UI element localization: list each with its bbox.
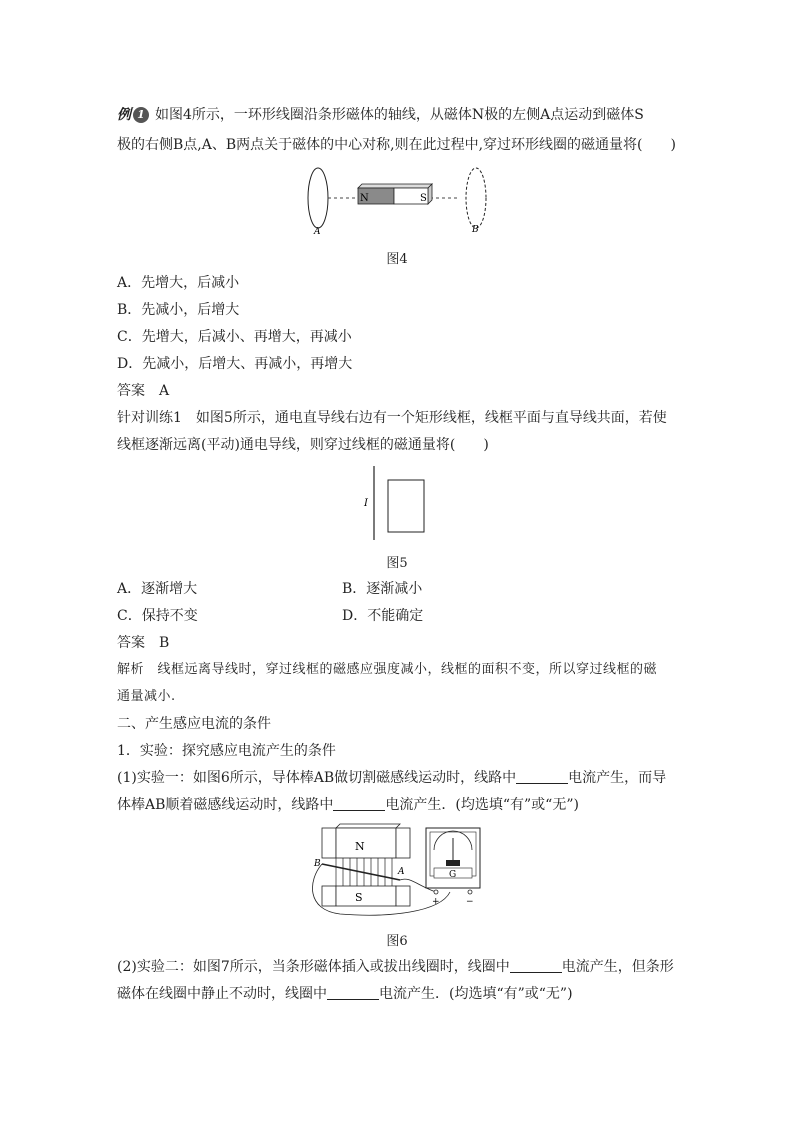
exp1-blank-1[interactable]: [516, 769, 568, 784]
example-label: 例: [117, 107, 131, 123]
figure4-caption: 图4: [386, 252, 408, 267]
example1-line2: 极的右侧B点,A、B两点关于磁体的中心对称,则在此过程中,穿过环形线圈的磁通量将( ): [117, 137, 676, 153]
training1-line1: 针对训练1 如图5所示，通电直导线右边有一个矩形线框，线框平面与直导线共面，若使: [117, 410, 667, 426]
fig6-label-minus: −: [466, 897, 474, 907]
exp1-text-c: 体棒AB顺着磁感线运动时，线路中: [117, 797, 334, 813]
training1-answer: 答案 B: [117, 635, 170, 651]
option-a: A．先增大，后减小: [117, 275, 240, 291]
conductor-rod-ab: [322, 864, 400, 880]
training1-line2: 线框逐渐远离(平动)通电导线，则穿过线框的磁通量将( ): [117, 437, 489, 453]
fig6-label-s: S: [355, 891, 363, 904]
experiment1-line2: [117, 792, 680, 818]
training-option-a: A．逐渐增大: [117, 581, 198, 597]
coil-at-b: [466, 168, 486, 228]
example1-answer: 答案 A: [117, 383, 170, 399]
exp2-text-d: 电流产生．(均选填“有”或“无”): [379, 986, 573, 1002]
rectangular-frame: [388, 480, 424, 532]
fig6-label-b: B: [314, 859, 321, 869]
exp2-text-c: 磁体在线圈中静止不动时，线圈中: [117, 986, 327, 1002]
magnet-top: [336, 828, 396, 858]
example1-text-1: 如图4所示，一环形线圈沿条形磁体的轴线，从磁体N极的左侧A点运动到磁体S: [155, 107, 644, 123]
fig6-label-plus: +: [432, 897, 440, 907]
exp2-text-b: 电流产生，但条形: [561, 959, 674, 975]
label-b: B: [472, 225, 479, 235]
section2-heading: 二、产生感应电流的条件: [117, 716, 271, 732]
exp2-blank-1[interactable]: [510, 958, 562, 973]
option-c: C．先增大，后减小、再增大，再减小: [117, 329, 352, 345]
label-s: S: [420, 193, 427, 204]
experiment2-line1: [117, 954, 680, 980]
label-n: N: [360, 193, 369, 204]
training-option-b: B．逐渐减小: [342, 581, 423, 597]
figure5-wire-diagram: [360, 462, 430, 544]
training1-analysis-line1: 解析 线框远离导线时，穿过线框的磁感应强度减小，线框的面积不变，所以穿过线框的磁: [117, 662, 658, 677]
figure6-caption: 图6: [386, 934, 408, 949]
exp2-blank-2[interactable]: [327, 985, 379, 1000]
exp1-text-d: 电流产生．(均选填“有”或“无”): [385, 797, 579, 813]
example-number-badge: 1: [133, 107, 149, 123]
magnet-bottom: [336, 886, 396, 906]
training-option-d: D．不能确定: [342, 608, 424, 624]
coil-at-a: [308, 168, 328, 228]
fig6-label-n: N: [355, 840, 365, 853]
training1-analysis-line2: 通量减小.: [117, 689, 176, 704]
figure5-caption: 图5: [386, 556, 408, 571]
label-a: A: [314, 227, 321, 237]
fig6-label-a: A: [398, 867, 405, 877]
figure6-experiment-diagram: [300, 820, 500, 920]
example1-line1: [117, 102, 680, 128]
figure4-magnet-diagram: [290, 160, 500, 240]
option-d: D．先减小，后增大、再减小，再增大: [117, 356, 353, 372]
exp1-text-a: (1)实验一：如图6所示，导体棒AB做切割磁感线运动时，线路中: [117, 770, 517, 786]
section2-sub1: 1．实验：探究感应电流产生的条件: [117, 743, 336, 759]
exp1-text-b: 电流产生，而导: [568, 770, 667, 786]
experiment1-line1: [117, 765, 680, 791]
experiment2-line2: [117, 981, 680, 1007]
option-b: B．先减小，后增大: [117, 302, 240, 318]
exp2-text-a: (2)实验二：如图7所示，当条形磁体插入或拔出线圈时，线圈中: [117, 959, 510, 975]
exp1-blank-2[interactable]: [333, 796, 385, 811]
label-i: I: [364, 498, 368, 509]
fig6-label-g: G: [449, 870, 457, 880]
training-option-c: C．保持不变: [117, 608, 198, 624]
